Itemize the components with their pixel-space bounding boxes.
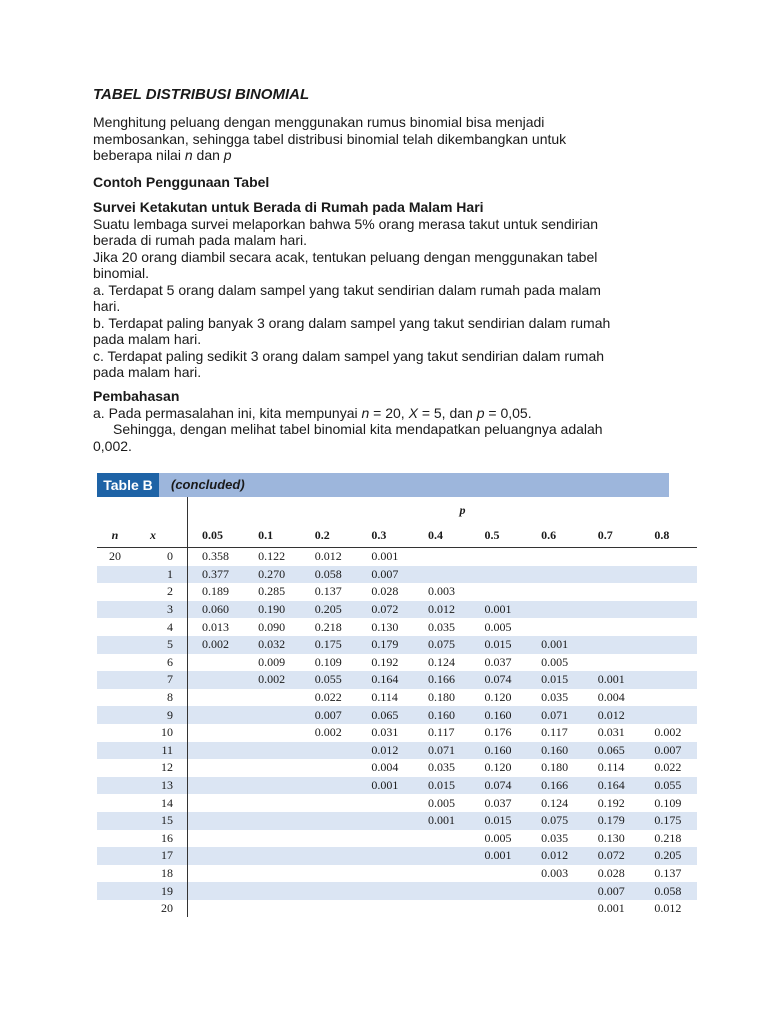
table-badge: Table B: [97, 473, 159, 497]
probability-cell: [527, 900, 584, 918]
n-cell: [97, 882, 133, 900]
probability-cell: 0.218: [654, 830, 682, 845]
probability-cell: [471, 882, 528, 900]
probability-cell: 0.058: [301, 566, 358, 584]
survey-text: [93, 216, 683, 381]
probability-cell: [584, 601, 641, 619]
probability-cell: 0.114: [597, 760, 625, 775]
probability-cell: 0.117: [427, 725, 455, 740]
table-row: [97, 671, 697, 689]
n-cell: [97, 865, 133, 883]
probability-cell: [357, 830, 414, 848]
probability-cell: 0.031: [371, 725, 399, 740]
probability-cell: 0.001: [371, 549, 399, 564]
probability-cell: [244, 794, 301, 812]
p-column-header: 0.4: [414, 523, 471, 548]
probability-cell: [414, 830, 471, 848]
x-cell: 16: [133, 830, 188, 848]
probability-cell: [584, 548, 641, 566]
intro-line: Menghitung peluang dengan menggunakan rumus binomial bisa menjadi: [93, 114, 545, 130]
table-row: [97, 706, 697, 724]
probability-cell: 0.090: [258, 619, 286, 634]
n-cell: [97, 742, 133, 760]
probability-cell: [301, 759, 358, 777]
probability-cell: [640, 618, 697, 636]
probability-cell: [244, 900, 301, 918]
probability-cell: [584, 654, 641, 672]
probability-cell: [357, 865, 414, 883]
survey-line: hari.: [93, 298, 121, 314]
probability-cell: [188, 882, 245, 900]
probability-cell: 0.005: [427, 795, 455, 810]
probability-cell: 0.218: [314, 619, 342, 634]
probability-cell: 0.007: [357, 566, 414, 584]
probability-cell: 0.031: [597, 725, 625, 740]
probability-cell: [188, 724, 245, 742]
probability-cell: 0.001: [597, 901, 625, 916]
probability-cell: 0.120: [484, 690, 512, 705]
n-cell: [97, 777, 133, 795]
n-cell: [97, 759, 133, 777]
probability-cell: 0.012: [584, 706, 641, 724]
probability-cell: [640, 706, 697, 724]
probability-cell: 0.072: [584, 847, 641, 865]
probability-cell: [414, 882, 471, 900]
probability-cell: [527, 583, 584, 601]
table-row: [97, 882, 697, 900]
probability-cell: 0.160: [414, 706, 471, 724]
probability-cell: 0.117: [541, 725, 568, 740]
probability-cell: 0.180: [541, 760, 569, 775]
table-header-bar: [97, 473, 669, 497]
probability-cell: 0.005: [541, 654, 569, 669]
probability-cell: 0.003: [541, 865, 569, 880]
intro-line: membosankan, sehingga tabel distribusi binomial telah dikembangkan untuk: [93, 130, 567, 147]
probability-cell: 0.015: [414, 777, 471, 795]
probability-cell: 0.285: [258, 584, 286, 599]
table-row: [97, 742, 697, 760]
x-cell: 1: [133, 566, 188, 584]
x-cell: 7: [133, 671, 188, 689]
probability-cell: [527, 601, 584, 619]
n-cell: [97, 654, 133, 672]
probability-cell: 0.270: [244, 566, 301, 584]
probability-cell: [414, 900, 471, 918]
probability-cell: 0.058: [640, 882, 697, 900]
probability-cell: [244, 777, 301, 795]
x-cell: 18: [133, 865, 188, 883]
n-cell: [97, 636, 133, 654]
table-row: [97, 812, 697, 830]
probability-cell: 0.015: [471, 812, 528, 830]
probability-cell: [527, 882, 584, 900]
probability-cell: [640, 566, 697, 584]
binomial-table-grid: [97, 497, 697, 917]
probability-cell: 0.032: [244, 636, 301, 654]
example-heading: Contoh Penggunaan Tabel: [93, 173, 270, 190]
probability-cell: [414, 548, 471, 566]
probability-cell: [188, 812, 245, 830]
probability-cell: 0.002: [244, 671, 301, 689]
probability-cell: [188, 794, 245, 812]
probability-cell: 0.075: [527, 812, 584, 830]
n-cell: [97, 724, 133, 742]
x-cell: 19: [133, 882, 188, 900]
probability-cell: 0.012: [314, 549, 342, 564]
x-cell: 10: [133, 724, 188, 742]
survey-line: c. Terdapat paling sedikit 3 orang dalam sampel yang takut sendirian dalam rumah: [93, 347, 605, 364]
n-cell: [97, 671, 133, 689]
probability-cell: 0.124: [541, 795, 569, 810]
survey-line: Jika 20 orang diambil secara acak, tentukan peluang dengan menggunakan tabel: [93, 248, 598, 265]
probability-cell: [640, 548, 697, 566]
p-axis-label: p: [459, 502, 466, 517]
x-cell: 11: [133, 742, 188, 760]
document-title: TABEL DISTRIBUSI BINOMIAL: [93, 86, 310, 103]
probability-cell: [414, 865, 471, 883]
table-row: [97, 601, 697, 619]
probability-cell: 0.060: [188, 601, 245, 619]
probability-cell: [188, 671, 245, 689]
probability-cell: 0.179: [357, 636, 414, 654]
probability-cell: [301, 830, 358, 848]
p-column-header: 0.7: [584, 523, 641, 548]
probability-cell: 0.071: [414, 742, 471, 760]
probability-cell: [188, 830, 245, 848]
probability-cell: [640, 601, 697, 619]
n-cell: [97, 566, 133, 584]
p-column-header: 0.8: [640, 523, 697, 548]
probability-cell: 0.013: [202, 619, 229, 634]
probability-cell: [471, 865, 528, 883]
x-cell: 0: [133, 548, 188, 566]
probability-cell: [244, 724, 301, 742]
probability-cell: [584, 618, 641, 636]
probability-cell: [414, 566, 471, 584]
probability-cell: 0.037: [484, 795, 512, 810]
probability-cell: [301, 865, 358, 883]
p-column-header: 0.5: [471, 523, 528, 548]
table-row: [97, 636, 697, 654]
probability-cell: 0.035: [427, 619, 455, 634]
probability-cell: 0.012: [654, 901, 682, 916]
x-cell: 8: [133, 689, 188, 707]
probability-cell: [188, 689, 245, 707]
probability-cell: 0.130: [597, 830, 625, 845]
probability-cell: 0.205: [301, 601, 358, 619]
probability-cell: 0.035: [541, 830, 569, 845]
n-cell: [97, 847, 133, 865]
probability-cell: [244, 742, 301, 760]
survey-line: Suatu lembaga survei melaporkan bahwa 5% orang merasa takut untuk sendirian: [93, 215, 599, 232]
probability-cell: 0.120: [484, 760, 512, 775]
probability-cell: [301, 847, 358, 865]
n-cell: [97, 601, 133, 619]
survey-heading: Survei Ketakutan untuk Berada di Rumah pada Malam Hari: [93, 198, 484, 215]
probability-cell: 0.001: [414, 812, 471, 830]
probability-cell: [640, 636, 697, 654]
solution-heading: Pembahasan: [93, 387, 180, 404]
x-cell: 15: [133, 812, 188, 830]
probability-cell: [471, 548, 528, 566]
probability-cell: 0.189: [202, 584, 229, 599]
probability-cell: 0.358: [202, 549, 229, 564]
n-cell: [97, 618, 133, 636]
probability-cell: 0.012: [414, 601, 471, 619]
solution-line: a. Pada permasalahan ini, kita mempunyai n = 20, X = 5, dan p = 0,05.: [93, 404, 532, 421]
probability-cell: [244, 847, 301, 865]
p-column-header: 0.2: [301, 523, 358, 548]
probability-cell: 0.175: [640, 812, 697, 830]
probability-cell: [301, 742, 358, 760]
x-cell: 3: [133, 601, 188, 619]
probability-cell: 0.109: [654, 795, 682, 810]
n-cell: [97, 689, 133, 707]
survey-line: pada malam hari.: [93, 331, 202, 347]
probability-cell: 0.179: [584, 812, 641, 830]
probability-cell: 0.205: [640, 847, 697, 865]
probability-cell: 0.164: [584, 777, 641, 795]
table-row: [97, 777, 697, 795]
probability-cell: 0.003: [427, 584, 455, 599]
probability-cell: 0.071: [527, 706, 584, 724]
n-cell: [97, 583, 133, 601]
intro-line: beberapa nilai n dan p: [93, 147, 232, 163]
survey-line: b. Terdapat paling banyak 3 orang dalam sampel yang takut sendirian dalam rumah: [93, 314, 611, 331]
p-column-header: 0.3: [357, 523, 414, 548]
probability-cell: [584, 566, 641, 584]
probability-cell: [527, 548, 584, 566]
probability-cell: [471, 566, 528, 584]
probability-cell: 0.004: [371, 760, 399, 775]
probability-cell: 0.002: [314, 725, 342, 740]
solution-line: Sehingga, dengan melihat tabel binomial kita mendapatkan peluangnya adalah: [113, 421, 603, 437]
x-cell: 2: [133, 583, 188, 601]
probability-cell: [301, 900, 358, 918]
probability-cell: [244, 812, 301, 830]
probability-cell: 0.175: [301, 636, 358, 654]
p-column-header: 0.05: [188, 523, 245, 548]
p-column-header: 0.1: [244, 523, 301, 548]
probability-cell: [357, 847, 414, 865]
probability-cell: 0.176: [484, 725, 512, 740]
probability-cell: [301, 777, 358, 795]
x-column-header: x: [133, 523, 188, 548]
probability-cell: [244, 689, 301, 707]
probability-cell: [471, 583, 528, 601]
probability-cell: [640, 583, 697, 601]
survey-line: a. Terdapat 5 orang dalam sampel yang takut sendirian dalam rumah pada malam: [93, 281, 601, 298]
probability-cell: 0.109: [314, 654, 342, 669]
probability-cell: 0.007: [640, 742, 697, 760]
probability-cell: 0.002: [654, 725, 682, 740]
probability-cell: 0.002: [188, 636, 245, 654]
probability-cell: 0.160: [527, 742, 584, 760]
table-row: [97, 618, 697, 636]
x-cell: 6: [133, 654, 188, 672]
probability-cell: [640, 689, 697, 707]
probability-cell: 0.001: [357, 777, 414, 795]
probability-cell: [244, 882, 301, 900]
probability-cell: [357, 882, 414, 900]
probability-cell: 0.035: [427, 760, 455, 775]
probability-cell: 0.074: [471, 777, 528, 795]
probability-cell: 0.160: [471, 742, 528, 760]
probability-cell: 0.037: [484, 654, 512, 669]
probability-cell: [640, 671, 697, 689]
probability-cell: [188, 654, 245, 672]
probability-cell: 0.130: [371, 619, 399, 634]
x-cell: 14: [133, 794, 188, 812]
probability-cell: [244, 706, 301, 724]
probability-cell: [527, 566, 584, 584]
table-subtitle: (concluded): [171, 477, 245, 492]
probability-cell: 0.055: [301, 671, 358, 689]
probability-cell: 0.005: [484, 619, 512, 634]
n-cell: [97, 900, 133, 918]
x-cell: 13: [133, 777, 188, 795]
x-cell: 5: [133, 636, 188, 654]
binomial-table: [97, 473, 682, 920]
probability-cell: 0.022: [654, 760, 682, 775]
probability-cell: 0.137: [654, 865, 682, 880]
probability-cell: 0.160: [471, 706, 528, 724]
probability-cell: [640, 654, 697, 672]
probability-cell: 0.012: [527, 847, 584, 865]
x-cell: 4: [133, 618, 188, 636]
n-cell: [97, 794, 133, 812]
probability-cell: 0.007: [301, 706, 358, 724]
probability-cell: 0.166: [414, 671, 471, 689]
x-cell: 20: [133, 900, 188, 918]
probability-cell: 0.114: [371, 690, 398, 705]
solution-line: 0,002.: [93, 437, 132, 454]
probability-cell: 0.001: [471, 601, 528, 619]
probability-cell: 0.007: [584, 882, 641, 900]
survey-line: binomial.: [93, 265, 150, 281]
probability-cell: 0.075: [414, 636, 471, 654]
probability-cell: 0.015: [471, 636, 528, 654]
document-body: [93, 86, 683, 454]
probability-cell: 0.166: [527, 777, 584, 795]
probability-cell: [244, 865, 301, 883]
probability-cell: [527, 618, 584, 636]
table-row: [97, 548, 697, 566]
probability-cell: [188, 865, 245, 883]
probability-cell: 0.005: [484, 830, 512, 845]
probability-cell: [188, 777, 245, 795]
probability-cell: [357, 900, 414, 918]
probability-cell: 0.028: [371, 584, 399, 599]
probability-cell: [188, 759, 245, 777]
n-column-header: n: [97, 523, 133, 548]
probability-cell: [244, 759, 301, 777]
probability-cell: 0.001: [584, 671, 641, 689]
probability-cell: 0.004: [597, 690, 625, 705]
table-row: [97, 759, 697, 777]
table-row: [97, 566, 697, 584]
table-row: [97, 689, 697, 707]
probability-cell: [301, 812, 358, 830]
table-row: [97, 830, 697, 848]
probability-cell: [357, 812, 414, 830]
probability-cell: 0.137: [314, 584, 342, 599]
probability-cell: 0.035: [541, 690, 569, 705]
table-row: [97, 865, 697, 883]
probability-cell: [357, 794, 414, 812]
probability-cell: 0.001: [471, 847, 528, 865]
probability-cell: 0.190: [244, 601, 301, 619]
survey-line: pada malam hari.: [93, 364, 202, 380]
probability-cell: [244, 830, 301, 848]
probability-cell: 0.122: [258, 549, 286, 564]
probability-cell: 0.072: [357, 601, 414, 619]
probability-cell: [188, 706, 245, 724]
probability-cell: [188, 742, 245, 760]
table-row: [97, 794, 697, 812]
x-cell: 17: [133, 847, 188, 865]
probability-cell: 0.192: [597, 795, 625, 810]
n-cell: [97, 812, 133, 830]
probability-cell: 0.065: [584, 742, 641, 760]
table-row: [97, 900, 697, 918]
probability-cell: [414, 847, 471, 865]
probability-cell: [188, 847, 245, 865]
probability-cell: [301, 882, 358, 900]
survey-line: berada di rumah pada malam hari.: [93, 232, 308, 248]
n-cell: 20: [97, 548, 133, 566]
table-row: [97, 724, 697, 742]
probability-cell: [301, 794, 358, 812]
probability-cell: [188, 900, 245, 918]
probability-cell: 0.192: [371, 654, 399, 669]
probability-cell: 0.124: [427, 654, 455, 669]
probability-cell: 0.164: [357, 671, 414, 689]
probability-cell: 0.028: [597, 865, 625, 880]
probability-cell: 0.377: [188, 566, 245, 584]
n-cell: [97, 706, 133, 724]
probability-cell: 0.065: [357, 706, 414, 724]
probability-cell: 0.074: [471, 671, 528, 689]
probability-cell: [584, 636, 641, 654]
table-row: [97, 654, 697, 672]
probability-cell: 0.022: [314, 690, 342, 705]
probability-cell: 0.180: [427, 690, 455, 705]
x-cell: 9: [133, 706, 188, 724]
probability-cell: 0.015: [527, 671, 584, 689]
table-row: [97, 847, 697, 865]
probability-cell: 0.012: [357, 742, 414, 760]
probability-cell: 0.055: [640, 777, 697, 795]
table-row: [97, 583, 697, 601]
probability-cell: [471, 900, 528, 918]
x-cell: 12: [133, 759, 188, 777]
p-column-header: 0.6: [527, 523, 584, 548]
probability-cell: 0.009: [258, 654, 286, 669]
probability-cell: 0.001: [527, 636, 584, 654]
probability-cell: [584, 583, 641, 601]
n-cell: [97, 830, 133, 848]
